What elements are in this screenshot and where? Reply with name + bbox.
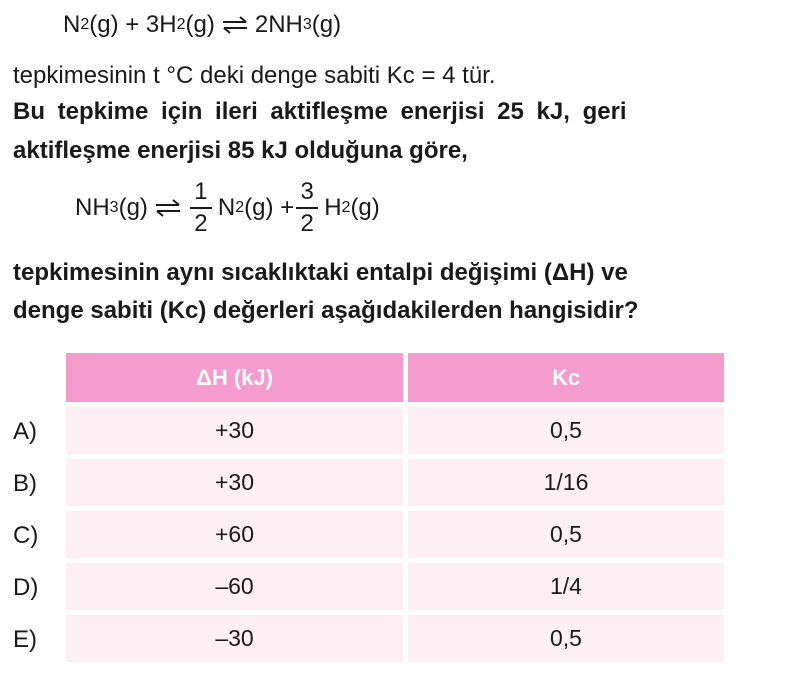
eq1-product: 2NH — [254, 11, 303, 38]
cell-kc: 0,5 — [408, 511, 724, 558]
table-header-row — [66, 353, 724, 402]
table-row[interactable] — [66, 407, 724, 454]
eq2-reactant: NH — [75, 194, 110, 221]
fraction-one-half — [190, 180, 212, 236]
question-line-4: denge sabiti (Kc) değerleri aşağıdakilerden hangisidir? — [13, 297, 639, 324]
table-row[interactable] — [66, 459, 724, 506]
fraction-1-numerator: 1 — [194, 178, 208, 205]
table-row[interactable] — [66, 563, 724, 610]
fraction-1-denominator: 2 — [194, 210, 208, 237]
cell-delta-h: –30 — [66, 615, 403, 662]
cell-kc: 0,5 — [408, 407, 724, 454]
option-c-label[interactable]: C) — [13, 522, 39, 549]
option-d-label[interactable]: D) — [13, 574, 39, 601]
table-row[interactable] — [66, 511, 724, 558]
question-line-2: aktifleşme enerjisi 85 kJ olduğuna göre, — [13, 137, 468, 164]
equilibrium-arrows-icon — [221, 13, 249, 37]
equilibrium-constant-text: tepkimesinin t °C deki denge sabiti Kc = 4 tür. — [13, 62, 496, 89]
fraction-2-numerator: 3 — [300, 178, 314, 205]
cell-kc: 1/16 — [408, 459, 724, 506]
cell-delta-h: –60 — [66, 563, 403, 610]
fraction-three-halves — [296, 180, 318, 236]
eq1-n: N — [63, 11, 81, 38]
cell-kc: 0,5 — [408, 615, 724, 662]
question-line-3: tepkimesinin aynı sıcaklıktaki entalpi değişimi (ΔH) ve — [13, 259, 628, 286]
option-b-label[interactable]: B) — [13, 470, 37, 497]
cell-kc: 1/4 — [408, 563, 724, 610]
reaction-equation-1: N 2 (g) + 3H 2 (g) 2NH 3 (g) — [63, 11, 342, 38]
fraction-2-denominator: 2 — [300, 210, 314, 237]
eq2-p1-state: (g) + — [244, 194, 295, 221]
option-e-label[interactable]: E) — [13, 626, 37, 653]
eq1-h-state: (g) — [185, 11, 215, 38]
equilibrium-arrows-icon — [154, 196, 182, 220]
reaction-equation-2: NH 3 (g) $\frac{1}{2}$ N 2 (g) + $\frac{3}{2}$ H 2 (g) — [75, 178, 380, 237]
cell-delta-h: +60 — [66, 511, 403, 558]
header-kc: Kc — [408, 353, 724, 402]
eq2-p2-state: (g) — [350, 194, 380, 221]
eq2-p1: N — [217, 194, 236, 221]
eq2-reactant-state: (g) — [118, 194, 148, 221]
eq1-n-state: (g) + 3H — [89, 11, 177, 38]
option-a-label[interactable]: A) — [13, 418, 37, 445]
cell-delta-h: +30 — [66, 459, 403, 506]
table-row[interactable] — [66, 615, 724, 662]
eq1-product-state: (g) — [311, 11, 342, 38]
answer-table — [66, 353, 724, 667]
eq2-p2: H — [324, 194, 342, 221]
header-delta-h: ΔH (kJ) — [66, 353, 403, 402]
question-line-1: Bu tepkime için ileri aktifleşme enerjisi 25 kJ, geri — [13, 98, 627, 125]
cell-delta-h: +30 — [66, 407, 403, 454]
